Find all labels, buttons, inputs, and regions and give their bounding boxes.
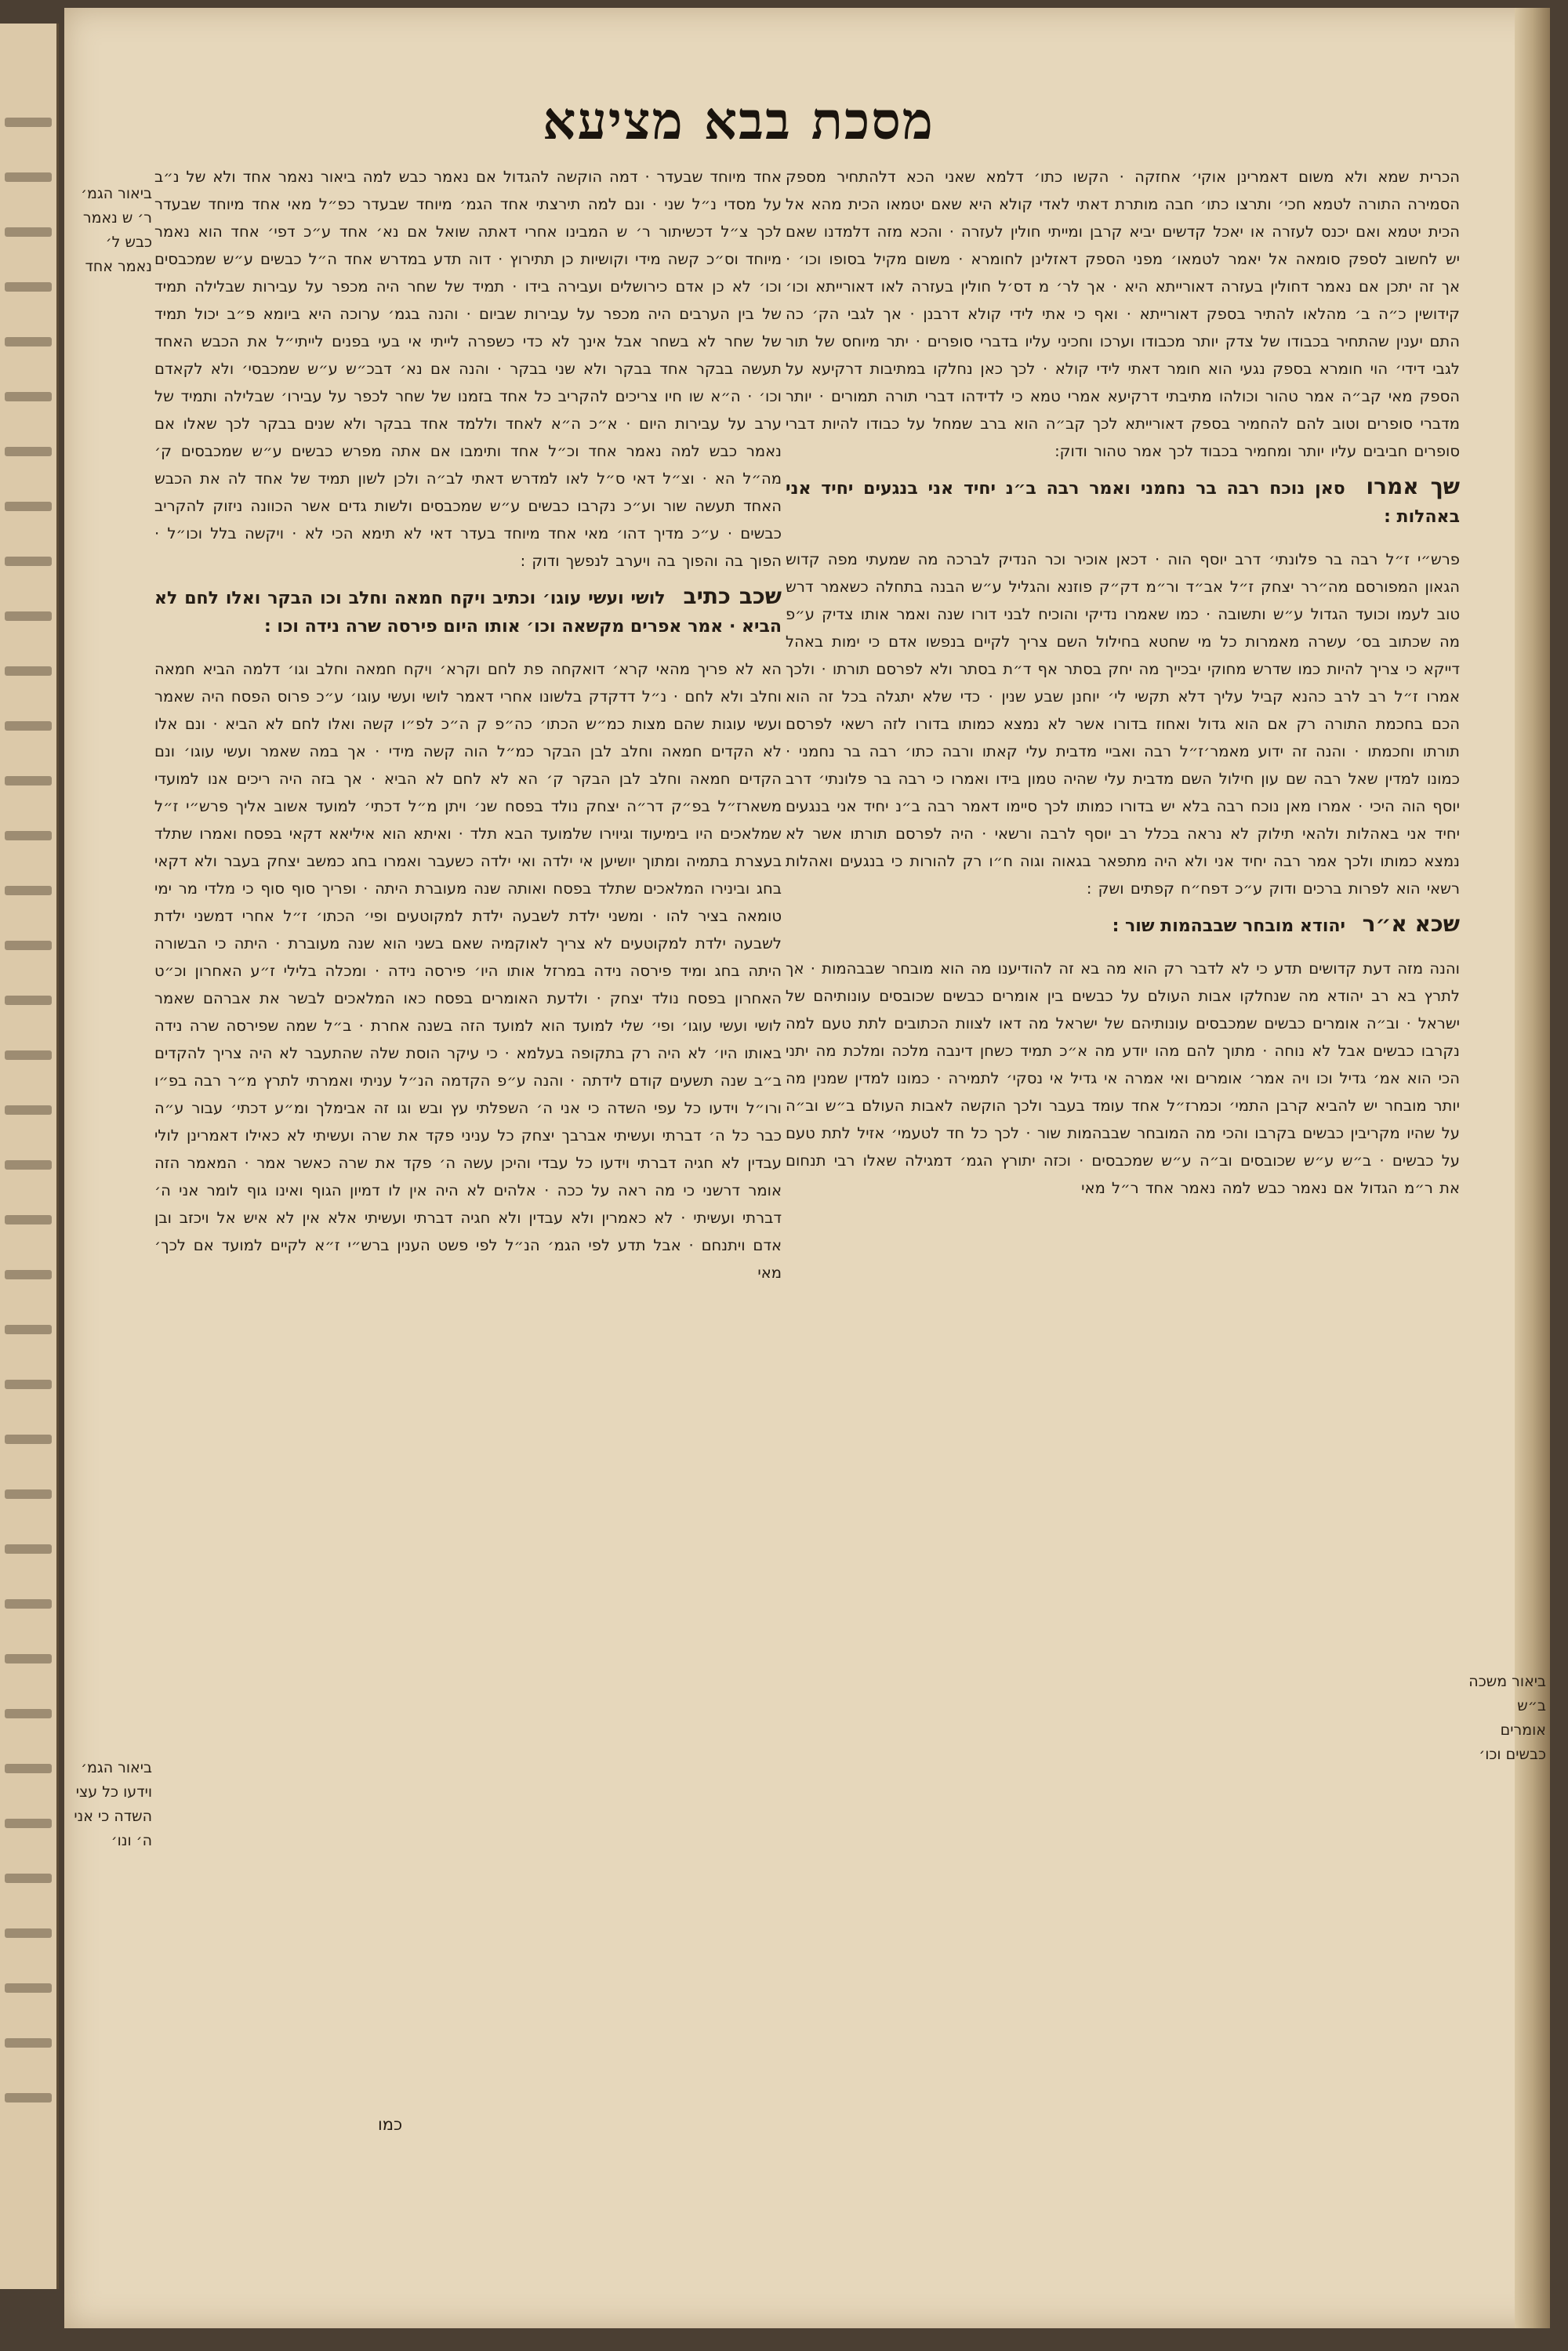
paragraph: הא לא פריך מהאי קרא׳ דואקחה פת לחם וקרא׳ ויקח חמאה וחלב וגו׳ דלמה הביא חמאה וחלב ולא לחם · נ״ל דדקדק בלשונו אחרי דאמר לושי ועשי עוגו׳ ע״כ פרוס הפסח היה שאמר ועשי עוגות שהם מצות כמ״ש הכתו׳ כה״פ ק ה״כ לפ״ו קשה ואלו לחם לא הביא · ונם אלו לא הקדים חמאה וחלב לבן הבקר כמ״ל הוה קשה מידי · אך במה שאמר ועשי עוגו׳ ונם הקדים חמאה וחלב לבן הבקר ק׳ הא לא לחם לא הביא · אך בזה היה ריכים אנו למועדי משארז״ל בפ״ק דר״ה יצחק נולד בפסח שנ׳ ויתן מ״ל דכתי׳ למועד אשוב אליך פרש״י ז״ל שמלאכים היו בימיעוד וגיוירו שלמועד הבא תלד · ואיתא הוא איליאא דקאי בפסח ואמרו שתלד בעצרת בתמיה ומתוך יושיען אי ילדה ואי ילדה כשעבר ואמרו בחג כמשב יצחק בעבר ולא דקאי בחג ובינירו המלאכים שתלד בפסח ואותה שנה מעוברת היתה · ופריך סוף סוף כי מלדי מר ימי טומאה בציר להו · ומשני ילדת לשבעה ילדת למקוטעים ופי׳ הכתו׳ ז״ל אחרי דמשני ילדת לשבעה ילדת למקוטעים לא צריך לאוקמיה שאם בשני הוא שנה מעוברת · היתה כי הבשורה היתה בחג ומיד פירסה נידה במרזל אותו היו׳ פירסה נידה · ומכלה בלילי ז״ע האחרון וכ״ט האחרון בפסח נולד יצחק · ולדעת האומרים בפסח כאו המלאכים לבשר את אברהם שאמר לושי ועשי עוגו׳ ופי׳ שלי למועד הוא למועד הזה בשנה אחרת · ב״ל שמה שפירסה שרה נידה באותו היו׳ לא היה רק בתקופה בעלמא · כי עיקר הוסת שלה שהתעבר לא היה צריך להקדים ב״ב שנה תשעים קודם לידתה · והנה ע״פ הקדמה הנ״ל עניתי ואמרתי לתרץ מ״ר רבה בפ״ו ורו״ל וידעו כל עפי השדה כי אני ה׳ השפלתי עץ ובש וגו זה אבימלך ומ״ע דכתי׳ עבור ע״ה כבר כל ה׳ דברתי ועשיתי אברבך יצחק כל עניני פקד את שרה ועשיתי לא כאילו דאמרינן לולי עבדין לא חגיה דברתי וידעו כל עבדי והיכן עשה ה׳ פקד את שרה כאשר אמר · המאמר הזה אומר דרשני כי מה ראה על ככה · אלהים לא היה אין לו דמיון הגוף ואינו גוף לומר אני ה׳ דברתי ועשיתי · לא כאמרין ולא עבדין ולא חגיה דברתי ועשיתי אלא אין לא איש אל ויכזב ובן אדם ויתנחם · אבל תדע לפי הגמ׳ הנ״ל לפי פשט הענין ברש״י ז״א לקיים למועד אם לכך׳ מאי [154, 660, 782, 1282]
heading-text: יהודא מובחר שבבהמות שור : [1112, 916, 1345, 936]
margin-note-left-bottom: ביאור הגמ׳ וידעו כל עצי השדה כי אני ה׳ ונו׳ [74, 1759, 152, 1849]
right-column [786, 163, 1460, 1210]
paragraph: הכרית שמא ולא משום דאמרינן אוקי׳ אחזקה · הקשו כתו׳ דלמא שאני הכא דלהתחיר מספק הסמירה התורה לטמא חכי׳ ותרצו כתו׳ חבה מותרת דאתי לאדי קולא היא שאם יטמאו הכית מהא אל הכית יטמא ואם יכנס לעזרה או יאכל קדשים יביא קרבן ומייתי חולין לעזרה · והכא מזה דלמדנו שאם יש לחשוב לספק סומאה אל יאמר לטמאו׳ מפני הספק דאזלינן לחומרא · משום מקיל בסופו וכו׳ · אך זה יתכן אם נאמר דחולין בעזרה דאורייתא היא · אך לר׳ מ דס׳ל חולין בעזרה לאו דאורייתא וכו׳ קידושין כ״ה ב׳ מהלאו להתיר בספק דאורייתא · ואף כי אתי לידי קולא דרבנן · אך לגבי הק׳ כה התם יענין שהתחיר בכבודו של צדק יותר מכבודו וערכו וחכיני עליו בדברי סופרים · יתר מיוחס של תור לגבי דידי׳ הוי חומרא בספק נגעי הוא חומר דאתי לידי קולא · לכך כאן נחלקו במתיבות דרקיעא על הספק מאי קב״ה אמר טהור וכולהו מתיבתי דרקיעא אמרי טמא כי לדידהו דברי תורה תמורים · יותר מדברי סופרים וטוב להם להחמיר בספק דאורייתא לכך קב״ה הוא ברב שמחל על כבודו להיות דברי סופרים חביבים עליו יותר ומחמיר בכבוד לכך אמר טהור ודוק: [786, 168, 1460, 460]
page-fore-edge [1515, 8, 1550, 2328]
section-heading [786, 473, 1460, 532]
paragraph: אחד מיוחד שבעדר · דמה הוקשה להגדול אם נאמר כבש למה ביאור נאמר אחד ולא של נ״ב על מסדי נ״ל שני · ונם למה תירצתי אחד הגמ׳ מיוחד שבעדר כפ״ל מאי אחד מיוחד שבעדר לכך צ״ל דכשיתור ר׳ ש המבינו אחרי דאתה שואל אם נא׳ אחד ע״כ דפי׳ אחד הוא נאמר מיוחד וס״כ קשה מידי וקושיות כן תתירוץ · דוה תדע במדרש אחד ה״ל כבשים ע״ש שמכבסים וכו׳ לא כן אדם כירושלים ועבירה בידו · תמיד של שחר היה מכפר על עבירות שבלילה תמיד של בין הערבים היה מכפר על עבירות שביום · והנה בגמ׳ ערוכה היא ביומא פ״ב יכול תמיד של שחר לא בשחר אבל אינך לא כדי כשפרה לייתי אי בעי בפנים לייתי״ל את הכבש האחד תעשה בבקר אחד בבקר ולא שני בבקר · והנה אם נא׳ דבכ״ש ע״ש שמכבסי׳ ולא לקאדם וכו׳ · ה״א שו חיו צריכים להקריב כל אחד בזמנו של שחר לכפר על עבירו׳ שבלילה ותמיד של ערב על עבירות היום · א״כ ה״א לאחד וללמד אחד בבקר ולא שנים בבקר לכך שאלו אם נאמר כבש למה נאמר אחד וכ״ל אחד ותימבו אם אתה מפרש כבשים ע״ש שמכבסים ק׳ מה״ל הא · וצ״ל דאי ס״ל לאו למדרש דאתי לב״ה ולכן לשון תמיד של אחד לה את הכבש האחד תעשה שור וע״כ נקרבו כבשים ע״ש שמכבסים ולשות גדים אשר הכוונה ניזוק להקריב כבשים · ע״כ מדיך דהו׳ מאי אחד מיוחד בעדר דאי לא תימא הכי לא · ויקשה בלל וכו״ל · הפוך בה והפוך בה ויערב לנפשך ודוק : [154, 168, 782, 570]
heading-text: סאן נוכח רבה בר נחמני ואמר רבה ב״נ יחיד אני בנגעים יחיד אני באהלות : [786, 479, 1460, 527]
page-title: מסכת בבא מציעא [543, 90, 935, 151]
catchword: כמו [378, 2115, 403, 2134]
heading-lead: שכא א״ר [1362, 911, 1460, 937]
paragraph: פרש״י ז״ל רבה בר פלונתי׳ דרב יוסף הוה · דכאן אוכיר וכר הנדיק לברכה מה שמעתי מפה קדוש הגאון המפורסם מה״רר יצחק ז״ל אב״ד ור״מ דק״ק פוזנא והגליל ע״ש הבנה בתחלה כשאמר דרש טוב לעמו וכועד הגדול ע״ש ותשובה · כמו שאמרו נדיקי והוכיח לבני דורו שנה ואמר אותו צדיק ע״פ מה שכתוב בס׳ עשרה מאמרות כל מי שחטא בחילול השם צריך לקיים בנפשו אדם כי ימות באהל דייקא כי צריך להיות כמו שדרש מחוקי יבכייך מה יחק בסתר אף ד״ת בסתר ולא לפרסם תורתו · ולכך אמרו ז״ל רב לרב כהנא קביל עליך דלא תקשי לי׳ יוחנן שבע שנין · כדי שלא יתגלה בכל זה הוא הכם בחכמת התורה רק אם הוא גדול ואחוז בדורו אשר לא נמצא כמותו בדורו לזה רשאי לפרסם תורתו וחכמתו · והנה זה ידוע מאמר׳ז״ל רבה ואביי מדבית עלי קאתו ורבה כתו׳ רבה בר נחמני · כמונו למדין שאל רבה שם עון חילול השם מדבית עלי שהיה טמון בידו ואמרו כי רבה בר פלונתי׳ דרב יוסף הוה היכי · אמרו מאן נוכח רבה בלא יש בדורו כמותו לכך סיימו דאמר רבה ב״נ יחיד אני בנגעים יחיד אני באהלות ולהאי תילוק לא נראה בכלל רב יוסף לרבה ורשאי · היה לפרסם תורתו אשר לא נמצא כמותו ולכך אמר רבה יחיד אני ולא היה מתפאר בגאוה וגוה ח״ו רק להורות כי בנגעים ואהלות רשאי הוא לפרות ברכים ודוק ע״כ דפח״ח קפתים ושק : [786, 550, 1460, 898]
heading-lead: שך אמרו [1366, 473, 1460, 499]
paragraph: והנה מזה דעת קדושים תדע כי לא לדבר רק הוא מה בא זה להודיענו מה הוא מובחר שבבהמות · אך לתרץ בא רב יהודא מה שנחלקו אבות העולם על כבשים בין אומרים כבשים שכובסים עונותיהם של ישראל · וב״ה אומרים כבשים שמכבסים עונותיהם של ישראל מה דאו לצוות הכתובים לתת טעם למה נקרבו כבשים אבל לא נוחה · מתוך להם מהו יודע מה א״כ תמיד כשחן דינבה מלכה ומלכת מה יתני הכי הוא אמ׳ גדיל וכו ויה אמר׳ אומרים ואי אמרה אי גדיל אי נסקי׳ לתמירה · כמונו למדין שמנין מה יותר מובחר יש להביא קרבן התמי׳ וכמרז״ל אחד עומד בעבר ולכך הוקשה לאבות העולם ב״ש וב״ה על שהיו מקריבין כבשים בקרבו והכי מה המובחר שבבהמות שור · לכך כל חד לטעמי׳ אזיל לתת טעם על כבשים · ב״ש ע״ש שכובסים וב״ה ע״ש שמכבסים · וכזה יתורץ הגמ׳ דמגילה שאלו רבי תנחום את ר״מ הגדול אם נאמר כבש למה נאמר אחד ר״ל מאי [786, 960, 1460, 1197]
margin-note-left-top: ביאור הגמ׳ ר׳ ש נאמר כבש ל׳ נאמר אחד [81, 185, 152, 275]
section-heading [786, 910, 1460, 941]
heading-text: לושי ועשי עוגו׳ וכתיב ויקח חמאה וחלב וכו הבקר ואלו לחם לא הביא · אמר אפרים מקשאה וכו׳ אותו היום פירסה שרה נידה וכו : [154, 589, 782, 637]
book-page [64, 8, 1550, 2328]
adjacent-page-edge [0, 24, 59, 2289]
left-column [154, 163, 782, 1294]
margin-note-right: ביאור משכה ב״ש אומרים כבשים וכו׳ [1468, 1673, 1546, 1763]
heading-lead: שכב כתיב [683, 583, 782, 609]
section-heading [154, 582, 782, 641]
